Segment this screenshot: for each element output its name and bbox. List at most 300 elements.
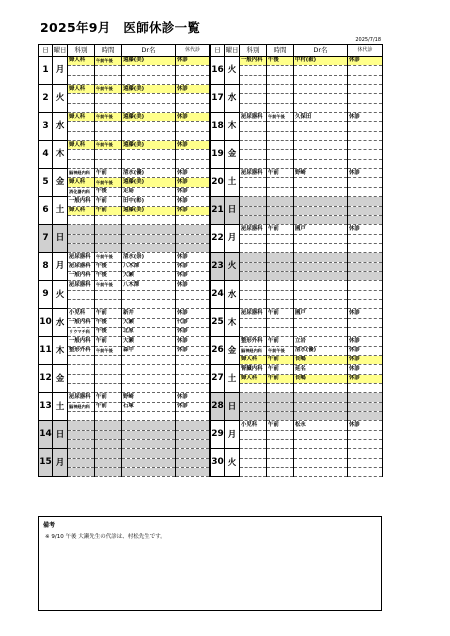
table-row bbox=[39, 85, 210, 94]
weekday: 土 bbox=[225, 365, 240, 393]
cell-doctor: 長嶋 bbox=[294, 374, 348, 383]
table-row bbox=[211, 85, 383, 94]
header-time: 時間 bbox=[267, 45, 294, 57]
cell-time bbox=[267, 178, 294, 187]
weekday: 木 bbox=[53, 141, 68, 169]
cell-status bbox=[348, 449, 383, 458]
cell-dept bbox=[68, 103, 95, 112]
day-number: 10 bbox=[39, 309, 53, 337]
table-row bbox=[211, 141, 383, 150]
cell-doctor: 八木澤 bbox=[122, 281, 176, 290]
cell-dept bbox=[240, 131, 267, 140]
weekday: 月 bbox=[225, 421, 240, 449]
cell-time bbox=[95, 384, 122, 393]
cell-status bbox=[176, 243, 210, 252]
header-status: 休代診 bbox=[176, 45, 210, 57]
header-row bbox=[39, 45, 210, 57]
cell-doctor: 長嶋 bbox=[294, 356, 348, 365]
cell-status: 休診 bbox=[176, 327, 210, 336]
day-number: 22 bbox=[211, 225, 225, 253]
cell-status: 休診 bbox=[176, 85, 210, 94]
cell-status bbox=[348, 141, 383, 150]
cell-time: 午前午後 bbox=[95, 141, 122, 150]
cell-dept: 泌尿器科 bbox=[240, 169, 267, 178]
cell-doctor bbox=[294, 150, 348, 159]
cell-status bbox=[176, 131, 210, 140]
cell-time bbox=[267, 290, 294, 299]
cell-dept: 一般内科 bbox=[68, 271, 95, 280]
table-row bbox=[211, 393, 383, 402]
cell-doctor bbox=[294, 384, 348, 393]
cell-time bbox=[95, 290, 122, 299]
cell-dept bbox=[68, 421, 95, 430]
cell-dept bbox=[240, 159, 267, 168]
cell-status bbox=[348, 206, 383, 215]
cell-dept bbox=[68, 150, 95, 159]
cell-doctor bbox=[122, 365, 176, 374]
day-number: 28 bbox=[211, 393, 225, 421]
cell-dept bbox=[68, 365, 95, 374]
cell-doctor: 八木澤 bbox=[122, 262, 176, 271]
day-number: 25 bbox=[211, 309, 225, 337]
cell-dept bbox=[68, 215, 95, 224]
cell-time bbox=[95, 234, 122, 243]
cell-dept bbox=[240, 75, 267, 84]
cell-dept bbox=[68, 449, 95, 458]
cell-dept: 小児科 bbox=[240, 421, 267, 430]
cell-dept: 婦人科 bbox=[68, 178, 95, 187]
cell-dept: 婦人科 bbox=[240, 356, 267, 365]
table-row bbox=[211, 57, 383, 66]
cell-dept: 脳神経内科 bbox=[68, 169, 95, 178]
cell-doctor bbox=[122, 458, 176, 467]
table-row bbox=[39, 365, 210, 374]
cell-doctor: 大瀬 bbox=[122, 271, 176, 280]
cell-time: 午前 bbox=[95, 206, 122, 215]
cell-time bbox=[95, 66, 122, 75]
cell-dept bbox=[68, 131, 95, 140]
cell-time: 午後 bbox=[95, 318, 122, 327]
weekday: 水 bbox=[53, 309, 68, 337]
cell-doctor: 野崎 bbox=[294, 169, 348, 178]
cell-doctor: 北原 bbox=[122, 327, 176, 336]
day-number: 14 bbox=[39, 421, 53, 449]
header-row bbox=[211, 45, 383, 57]
cell-status bbox=[348, 122, 383, 131]
cell-doctor bbox=[294, 440, 348, 449]
cell-status bbox=[348, 131, 383, 140]
cell-doctor bbox=[122, 412, 176, 421]
cell-doctor bbox=[122, 215, 176, 224]
cell-dept bbox=[240, 402, 267, 411]
cell-status: 休診 bbox=[348, 374, 383, 383]
cell-time bbox=[267, 393, 294, 402]
cell-dept: 泌尿器科 bbox=[240, 225, 267, 234]
cell-time bbox=[267, 253, 294, 262]
cell-status bbox=[348, 327, 383, 336]
cell-time bbox=[95, 421, 122, 430]
cell-time bbox=[267, 94, 294, 103]
cell-dept bbox=[68, 430, 95, 439]
cell-time: 午後 bbox=[95, 187, 122, 196]
cell-doctor bbox=[294, 253, 348, 262]
cell-status bbox=[348, 402, 383, 411]
cell-status: 休診 bbox=[176, 187, 210, 196]
table-row bbox=[39, 253, 210, 262]
weekday: 月 bbox=[53, 57, 68, 85]
header-day: 日 bbox=[211, 45, 225, 57]
cell-time: 午前 bbox=[267, 365, 294, 374]
cell-dept: 脳神経内科 bbox=[240, 346, 267, 355]
cell-status: 休診 bbox=[176, 402, 210, 411]
cell-time bbox=[267, 318, 294, 327]
cell-time bbox=[267, 327, 294, 336]
cell-dept bbox=[68, 225, 95, 234]
cell-status: 休診 bbox=[176, 262, 210, 271]
cell-dept: 整形外科 bbox=[240, 337, 267, 346]
cell-dept bbox=[240, 449, 267, 458]
day-number: 2 bbox=[39, 85, 53, 113]
cell-time bbox=[267, 206, 294, 215]
cell-time bbox=[95, 243, 122, 252]
cell-dept bbox=[68, 356, 95, 365]
cell-status bbox=[176, 449, 210, 458]
cell-doctor: 遠藤(美) bbox=[122, 85, 176, 94]
cell-time: 午前午後 bbox=[95, 113, 122, 122]
day-number: 17 bbox=[211, 85, 225, 113]
cell-doctor: 延名 bbox=[294, 365, 348, 374]
cell-status bbox=[348, 440, 383, 449]
table-row bbox=[211, 281, 383, 290]
cell-status bbox=[176, 384, 210, 393]
cell-doctor: 松永 bbox=[294, 421, 348, 430]
weekday: 水 bbox=[225, 85, 240, 113]
table-row bbox=[39, 169, 210, 178]
day-number: 26 bbox=[211, 337, 225, 365]
cell-doctor: 森中 bbox=[122, 346, 176, 355]
cell-time bbox=[95, 94, 122, 103]
cell-status bbox=[348, 94, 383, 103]
cell-time: 午前午後 bbox=[95, 346, 122, 355]
cell-doctor bbox=[294, 141, 348, 150]
cell-dept bbox=[68, 374, 95, 383]
cell-doctor: 國戸 bbox=[294, 309, 348, 318]
cell-dept bbox=[68, 384, 95, 393]
cell-time bbox=[95, 299, 122, 308]
cell-dept: 婦人科 bbox=[68, 206, 95, 215]
cell-status bbox=[176, 412, 210, 421]
weekday: 土 bbox=[225, 169, 240, 197]
cell-status bbox=[176, 299, 210, 308]
cell-time: 午前 bbox=[267, 356, 294, 365]
cell-time bbox=[267, 122, 294, 131]
cell-status bbox=[348, 75, 383, 84]
cell-time: 午後 bbox=[95, 271, 122, 280]
day-number: 4 bbox=[39, 141, 53, 169]
cell-doctor bbox=[122, 421, 176, 430]
cell-doctor: 清水(優) bbox=[122, 169, 176, 178]
cell-dept: 泌尿器科 bbox=[240, 113, 267, 122]
cell-dept bbox=[240, 66, 267, 75]
cell-dept: 泌尿器科 bbox=[68, 262, 95, 271]
cell-time bbox=[267, 458, 294, 467]
cell-status: 休診 bbox=[348, 225, 383, 234]
table-row bbox=[211, 113, 383, 122]
cell-doctor bbox=[294, 299, 348, 308]
table-row bbox=[211, 449, 383, 458]
weekday: 木 bbox=[53, 337, 68, 365]
cell-doctor bbox=[122, 290, 176, 299]
weekday: 金 bbox=[225, 337, 240, 365]
cell-doctor bbox=[122, 468, 176, 477]
cell-dept bbox=[240, 290, 267, 299]
table-row bbox=[39, 449, 210, 458]
cell-time bbox=[267, 159, 294, 168]
cell-doctor bbox=[122, 356, 176, 365]
table-row bbox=[39, 197, 210, 206]
cell-status bbox=[348, 271, 383, 280]
cell-doctor bbox=[294, 85, 348, 94]
cell-dept bbox=[240, 458, 267, 467]
cell-dept bbox=[240, 150, 267, 159]
cell-time bbox=[95, 225, 122, 234]
table-row bbox=[39, 57, 210, 66]
cell-doctor bbox=[294, 206, 348, 215]
cell-doctor: 遠藤(美) bbox=[122, 141, 176, 150]
cell-doctor bbox=[294, 449, 348, 458]
cell-doctor bbox=[294, 271, 348, 280]
cell-status bbox=[348, 66, 383, 75]
cell-status bbox=[176, 234, 210, 243]
cell-status bbox=[176, 122, 210, 131]
cell-time bbox=[267, 131, 294, 140]
day-number: 20 bbox=[211, 169, 225, 197]
cell-status bbox=[176, 421, 210, 430]
cell-time bbox=[267, 234, 294, 243]
cell-dept bbox=[68, 458, 95, 467]
cell-status bbox=[176, 458, 210, 467]
cell-doctor bbox=[294, 327, 348, 336]
cell-dept bbox=[68, 243, 95, 252]
cell-dept bbox=[240, 393, 267, 402]
cell-doctor: 遠藤(美) bbox=[122, 113, 176, 122]
weekday: 日 bbox=[53, 225, 68, 253]
cell-status bbox=[348, 187, 383, 196]
cell-doctor bbox=[294, 243, 348, 252]
cell-status: 休診 bbox=[348, 421, 383, 430]
cell-time: 午前 bbox=[267, 169, 294, 178]
cell-status bbox=[176, 159, 210, 168]
cell-status bbox=[176, 66, 210, 75]
cell-dept: 一般内科 bbox=[240, 57, 267, 66]
cell-dept bbox=[240, 234, 267, 243]
cell-time: 午後 bbox=[267, 57, 294, 66]
cell-status bbox=[348, 281, 383, 290]
cell-status bbox=[348, 253, 383, 262]
cell-dept bbox=[68, 440, 95, 449]
cell-status: 休診 bbox=[176, 178, 210, 187]
day-number: 9 bbox=[39, 281, 53, 309]
cell-time bbox=[267, 440, 294, 449]
cell-doctor bbox=[294, 234, 348, 243]
cell-dept: 婦人科 bbox=[240, 374, 267, 383]
cell-doctor: 走島 bbox=[122, 187, 176, 196]
table-row bbox=[39, 309, 210, 318]
table-row bbox=[39, 337, 210, 346]
cell-dept bbox=[240, 271, 267, 280]
weekday: 日 bbox=[225, 197, 240, 225]
cell-time bbox=[267, 66, 294, 75]
header-weekday: 曜日 bbox=[53, 45, 68, 57]
cell-dept bbox=[240, 122, 267, 131]
cell-time: 午後 bbox=[95, 262, 122, 271]
weekday: 月 bbox=[225, 225, 240, 253]
cell-doctor: 清水(崇) bbox=[122, 253, 176, 262]
cell-status bbox=[176, 356, 210, 365]
cell-dept bbox=[240, 327, 267, 336]
cell-dept bbox=[240, 412, 267, 421]
cell-doctor: 田中(彰) bbox=[122, 197, 176, 206]
cell-doctor bbox=[122, 243, 176, 252]
cell-status: 休診 bbox=[348, 57, 383, 66]
cell-time: 午前午後 bbox=[267, 113, 294, 122]
weekday: 土 bbox=[53, 393, 68, 421]
cell-doctor: 遠藤(美) bbox=[122, 178, 176, 187]
cell-time bbox=[95, 449, 122, 458]
cell-doctor bbox=[294, 159, 348, 168]
cell-dept bbox=[240, 468, 267, 477]
cell-time: 午前午後 bbox=[95, 281, 122, 290]
cell-dept: 脳神経内科 bbox=[68, 402, 95, 411]
day-number: 16 bbox=[211, 57, 225, 85]
cell-doctor bbox=[294, 131, 348, 140]
notes-heading: 備考 bbox=[43, 522, 56, 529]
cell-status bbox=[348, 458, 383, 467]
day-number: 21 bbox=[211, 197, 225, 225]
cell-dept: 腎臓内科 bbox=[240, 365, 267, 374]
cell-time: 午前午後 bbox=[267, 346, 294, 355]
day-number: 7 bbox=[39, 225, 53, 253]
cell-status bbox=[176, 225, 210, 234]
cell-doctor bbox=[122, 225, 176, 234]
notes-box bbox=[38, 516, 382, 611]
weekday: 火 bbox=[53, 281, 68, 309]
cell-status bbox=[176, 94, 210, 103]
table-row bbox=[211, 197, 383, 206]
day-number: 19 bbox=[211, 141, 225, 169]
cell-dept: リウマチ科 bbox=[68, 327, 95, 336]
cell-doctor bbox=[122, 122, 176, 131]
cell-dept: 泌尿器科 bbox=[68, 393, 95, 402]
cell-doctor bbox=[294, 103, 348, 112]
day-number: 30 bbox=[211, 449, 225, 477]
weekday: 金 bbox=[53, 365, 68, 393]
day-number: 23 bbox=[211, 253, 225, 281]
cell-doctor bbox=[122, 66, 176, 75]
cell-time bbox=[267, 430, 294, 439]
cell-status bbox=[176, 75, 210, 84]
cell-dept bbox=[240, 384, 267, 393]
cell-doctor: 遠藤(美) bbox=[122, 57, 176, 66]
header-status: 休代診 bbox=[348, 45, 383, 57]
day-number: 1 bbox=[39, 57, 53, 85]
cell-time bbox=[95, 440, 122, 449]
day-number: 6 bbox=[39, 197, 53, 225]
table-row bbox=[39, 225, 210, 234]
cell-status bbox=[176, 468, 210, 477]
cell-time bbox=[267, 402, 294, 411]
cell-time: 午前午後 bbox=[95, 178, 122, 187]
cell-dept: 婦人科 bbox=[68, 85, 95, 94]
cell-status bbox=[348, 393, 383, 402]
cell-doctor bbox=[294, 75, 348, 84]
cell-time bbox=[267, 103, 294, 112]
cell-status: 休診 bbox=[176, 141, 210, 150]
cell-time bbox=[267, 384, 294, 393]
cell-time: 午前 bbox=[267, 374, 294, 383]
cell-time bbox=[95, 458, 122, 467]
table-row bbox=[39, 113, 210, 122]
cell-status bbox=[348, 150, 383, 159]
cell-doctor bbox=[294, 412, 348, 421]
weekday: 土 bbox=[53, 197, 68, 225]
weekday: 日 bbox=[53, 421, 68, 449]
cell-doctor bbox=[122, 150, 176, 159]
cell-time bbox=[267, 150, 294, 159]
cell-time bbox=[267, 75, 294, 84]
cell-doctor bbox=[122, 234, 176, 243]
cell-status: 休診 bbox=[176, 169, 210, 178]
cell-status: 休診 bbox=[176, 309, 210, 318]
weekday: 日 bbox=[225, 393, 240, 421]
day-number: 12 bbox=[39, 365, 53, 393]
cell-doctor bbox=[122, 75, 176, 84]
cell-status: 休診 bbox=[176, 57, 210, 66]
cell-dept: 消化器内科 bbox=[68, 187, 95, 196]
weekday: 木 bbox=[225, 113, 240, 141]
cell-doctor bbox=[294, 215, 348, 224]
cell-time bbox=[267, 412, 294, 421]
cell-status: 休診 bbox=[348, 346, 383, 355]
weekday: 水 bbox=[225, 281, 240, 309]
header-doctor: Dr名 bbox=[122, 45, 176, 57]
cell-dept: 泌尿器科 bbox=[68, 253, 95, 262]
cell-dept bbox=[68, 412, 95, 421]
schedule-table-left bbox=[38, 44, 210, 477]
table-row bbox=[39, 141, 210, 150]
cell-time bbox=[267, 141, 294, 150]
table-row bbox=[39, 281, 210, 290]
cell-doctor: 清水(優) bbox=[294, 346, 348, 355]
cell-doctor bbox=[294, 468, 348, 477]
cell-status: 休診 bbox=[348, 356, 383, 365]
day-number: 29 bbox=[211, 421, 225, 449]
day-number: 18 bbox=[211, 113, 225, 141]
day-number: 27 bbox=[211, 365, 225, 393]
cell-time bbox=[95, 412, 122, 421]
cell-doctor bbox=[294, 66, 348, 75]
cell-status: 休診 bbox=[176, 113, 210, 122]
cell-dept bbox=[240, 197, 267, 206]
cell-time bbox=[95, 150, 122, 159]
cell-dept bbox=[240, 262, 267, 271]
table-row bbox=[39, 421, 210, 430]
header-time: 時間 bbox=[95, 45, 122, 57]
cell-status bbox=[176, 430, 210, 439]
cell-dept bbox=[68, 159, 95, 168]
weekday: 火 bbox=[225, 253, 240, 281]
cell-status bbox=[176, 150, 210, 159]
